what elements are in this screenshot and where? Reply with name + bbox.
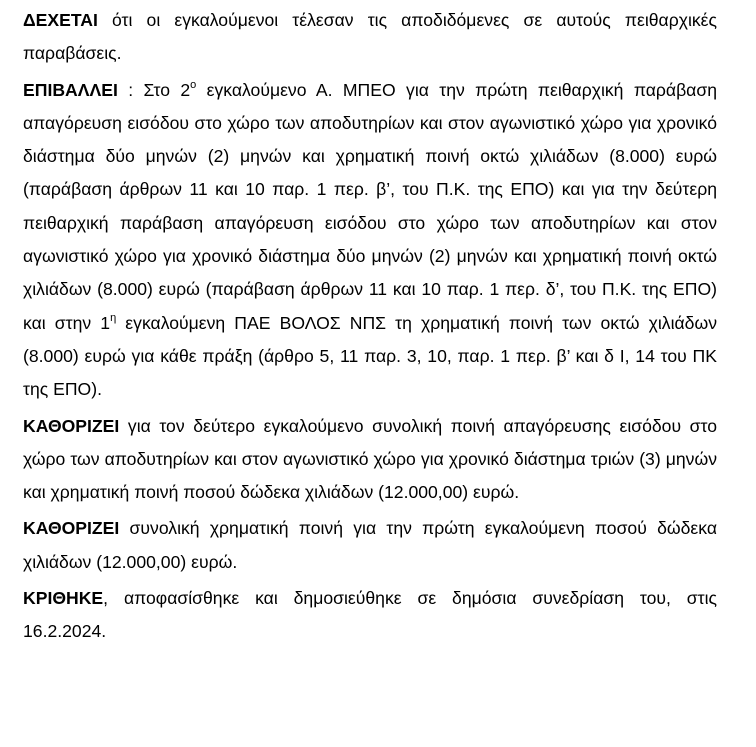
paragraph-determines-second xyxy=(23,410,717,510)
paragraph-judged xyxy=(23,582,717,649)
paragraph-imposes-text-c: εγκαλούμενη ΠΑΕ ΒΟΛΟΣ ΝΠΣ τη χρηματική ποινή των οκτώ χιλιάδων (8.000) ευρώ για κάθε πράξη (άρθρο 5, 11 παρ. 3, 10, παρ. 1 περ. β’ και δ Ι, 14 του ΠΚ της ΕΠΟ). xyxy=(23,312,717,400)
paragraph-judged-text: , αποφασίσθηκε και δημοσιεύθηκε σε δημόσια συνεδρίαση του, στις 16.2.2024. xyxy=(23,588,717,642)
decision-document xyxy=(23,4,717,652)
keyword-determines: ΚΑΘΟΡΙΖΕΙ xyxy=(23,518,120,539)
paragraph-imposes xyxy=(23,74,717,407)
ordinal-superscript-i: η xyxy=(110,311,117,324)
paragraph-determines-second-text: για τον δεύτερο εγκαλούμενο συνολική ποινή απαγόρευσης εισόδου στο χώρο των αποδυτηρίων και στον αγωνιστικό χώρο για χρονικό διάστημα τριών (3) μηνών και χρηματική ποινή ποσού δώδεκα χιλιάδων (12.000,00) ευρώ. xyxy=(23,415,717,503)
keyword-judged: ΚΡΙΘΗΚΕ xyxy=(23,588,104,609)
paragraph-determines-first xyxy=(23,512,717,579)
paragraph-imposes-text-a: : Στο 2 xyxy=(117,79,191,100)
paragraph-accepts-text: ότι οι εγκαλούμενοι τέλεσαν τις αποδιδόμενες σε αυτούς πειθαρχικές παραβάσεις. xyxy=(23,10,717,64)
paragraph-accepts xyxy=(23,4,717,71)
keyword-imposes: ΕΠΙΒΑΛΛΕΙ xyxy=(23,79,118,100)
keyword-determines: ΚΑΘΟΡΙΖΕΙ xyxy=(23,415,120,436)
keyword-accepts: ΔΕΧΕΤΑΙ xyxy=(23,10,98,30)
paragraph-determines-first-text: συνολική χρηματική ποινή για την πρώτη εγκαλούμενη ποσού δώδεκα χιλιάδων (12.000,00) ευρώ. xyxy=(23,518,717,572)
ordinal-superscript-o: ο xyxy=(190,78,197,91)
paragraph-imposes-text-b: εγκαλούμενο Α. ΜΠΕΟ για την πρώτη πειθαρχική παράβαση απαγόρευση εισόδου στο χώρο των αποδυτηρίων και στον αγωνιστικό χώρο για χρονικό διάστημα δύο μηνών (2) μηνών και χρηματική ποινή οκτώ χιλιάδων (8.000) ευρώ (παράβαση άρθρων 11 και 10 παρ. 1 περ. β’, του Π.Κ. της ΕΠΟ) και για την δεύτερη πειθαρχική παράβαση απαγόρευση εισόδου στο χώρο των αποδυτηρίων και στον αγωνιστικό χώρο για χρονικό διάστημα δύο μηνών (2) μηνών και χρηματική ποινή οκτώ χιλιάδων (8.000) ευρώ (παράβαση άρθρων 11 και 10 παρ. 1 περ. δ’, του Π.Κ. της ΕΠΟ) και στην 1 xyxy=(23,79,717,333)
